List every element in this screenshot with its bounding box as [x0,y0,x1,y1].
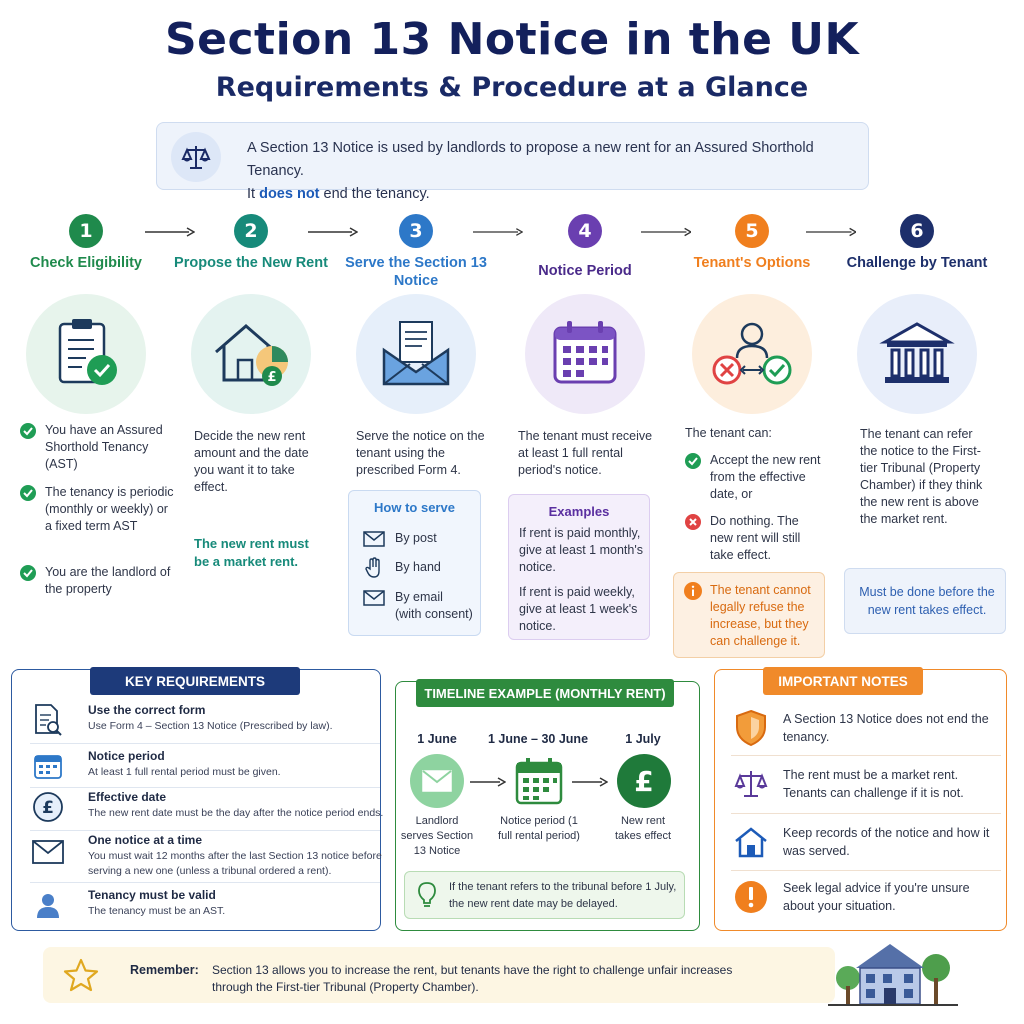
panel-title: KEY REQUIREMENTS [90,667,300,695]
step-5-intro: The tenant can: [685,426,772,440]
divider [30,830,380,831]
requirement-item: Use the correct form Use Form 4 – Section 13 Notice (Prescribed by law). [30,703,378,743]
house-pound-icon [191,294,311,414]
form-search-icon [30,703,66,737]
envelope-icon [363,590,385,606]
divider [30,743,380,744]
calendar-icon [525,294,645,414]
calendar-icon [513,755,565,807]
page-subtitle: Requirements & Procedure at a Glance [215,72,809,103]
how-to-serve-box [348,490,481,636]
timeline-date: 1 June [417,732,457,746]
exclamation-icon [731,877,771,917]
timeline-date: 1 July [625,732,661,746]
check-icon [20,423,36,439]
timeline-label: New rent takes effect [614,815,672,842]
remember-banner [43,947,835,1003]
panel-title: IMPORTANT NOTES [763,667,923,695]
step-2-text: Decide the new rent amount and the date you want it to take effect. [194,429,309,494]
arrow-icon [308,226,358,238]
envelope-icon [30,835,66,869]
step-number: 3 [399,214,433,248]
intro-highlight: does not [259,186,320,202]
info-icon [684,582,702,600]
check-icon [20,565,36,581]
requirement-item: Notice period At least 1 full rental period must be given. [30,749,378,789]
warning-box [673,572,825,658]
step-2-highlight: The new rent must be a market rent. [194,536,309,569]
cross-icon [685,514,701,530]
step-6-text: The tenant can refer the notice to the First-tier Tribunal (Property Chamber) if they think the new rent is above the market rent. [860,427,983,526]
divider [731,755,1001,756]
note-item: A Section 13 Notice does not end the tenancy. [731,708,1001,752]
timeline-tip: If the tenant refers to the tribunal before 1 July, the new rent date may be delayed. [404,871,685,919]
timeline-label: Notice period (1 full rental period) [498,815,580,842]
step-number: 6 [900,214,934,248]
requirement-item: £ Effective date The new rent date must be the day after the notice period ends. [30,790,378,830]
house-icon [731,822,771,862]
remember-label: Remember: [130,963,199,977]
arrow-icon [641,226,691,238]
step-4-text: The tenant must receive at least 1 full rental period's notice. [518,429,653,477]
step-number: 5 [735,214,769,248]
scales-icon [171,132,221,182]
serve-option: By email [395,590,443,604]
envelope-icon [410,754,464,808]
courthouse-icon [857,294,977,414]
envelope-icon [363,531,385,547]
panel-title: TIMELINE EXAMPLE (MONTHLY RENT) [416,679,674,707]
examples-title: Examples [548,504,610,519]
important-notes-panel [714,669,1007,931]
page-title: Section 13 Notice in the UK [164,14,860,65]
how-to-serve-title: How to serve [374,500,455,515]
step-3-text: Serve the notice on the tenant using the prescribed Form 4. [356,429,485,477]
scales-icon [731,764,771,804]
hand-icon [365,557,383,579]
star-icon [63,958,99,992]
intro-box [156,122,869,202]
serve-option: By post [395,531,437,545]
pound-icon [30,790,66,824]
step-title: Check Eligibility [30,255,142,271]
arrow-icon [806,226,856,238]
serve-option: By hand [395,560,441,574]
requirement-item: One notice at a time You must wait 12 months after the last Section 13 notice before serving a new one (unless a tribunal ordered a rent). [30,833,378,883]
divider [30,787,380,788]
check-icon [20,485,36,501]
key-requirements-panel [11,669,384,931]
divider [731,813,1001,814]
step-title: Notice Period [538,263,632,279]
arrow-icon [473,226,523,238]
person-choice-icon [692,294,812,414]
step-title: Challenge by Tenant [846,255,988,271]
house-illustration [828,938,958,1008]
envelope-letter-icon [356,294,476,414]
step-number: 2 [234,214,268,248]
intro-text: A Section 13 Notice is used by landlords to propose a new rent for an Assured Shorthold Tenancy. It does not end the tenancy. [247,140,814,202]
step-title: Tenant's Options [693,255,811,271]
step-1-checklist: You have an Assured Shorthold Tenancy (AST) The tenancy is periodic (monthly or weekly) or a fixed term AST You are the landlord of the property [20,422,180,622]
arrow-icon [145,226,195,238]
step-6-note: Must be done before the new rent takes effect. [844,568,1006,634]
divider [731,870,1001,871]
timeline-label: Landlord serves Section 13 Notice [400,815,474,857]
timeline-date: 1 June – 30 June [487,732,589,746]
examples-box [508,494,650,640]
note-item: The rent must be a market rent. Tenants can challenge if it is not. [731,764,1001,808]
calendar-icon [30,749,66,783]
step-title: Propose the New Rent [174,255,328,271]
svg-text:£: £ [634,765,654,798]
pound-icon [617,754,671,808]
step-title: Serve the Section 13 Notice [345,255,487,289]
warning-text: The tenant cannot legally refuse the increase, but they can challenge it. [710,583,811,648]
note-item: Keep records of the notice and how it was served. [731,822,1001,866]
remember-text: Section 13 allows you to increase the rent, but tenants have the right to challenge unfair increases through the First-tier Tribunal (Property Chamber). [212,963,733,994]
arrow-icon [470,776,506,788]
person-icon [30,888,66,922]
divider [30,882,380,883]
example-monthly: If rent is paid monthly, give at least 1 month's notice. [519,526,643,574]
svg-text:£: £ [42,798,54,818]
check-icon [685,453,701,469]
timeline-panel [395,681,700,931]
requirement-item: Tenancy must be valid The tenancy must be an AST. [30,888,378,924]
step-number: 4 [568,214,602,248]
arrow-icon [572,776,608,788]
step-number: 1 [69,214,103,248]
serve-option-note: (with consent) [395,607,473,621]
svg-text:£: £ [267,370,277,385]
shield-icon [731,708,771,748]
note-item: Seek legal advice if you're unsure about your situation. [731,877,1001,921]
lightbulb-icon [417,881,437,909]
clipboard-check-icon [26,294,146,414]
example-weekly: If rent is paid weekly, give at least 1 week's notice. [519,585,638,633]
